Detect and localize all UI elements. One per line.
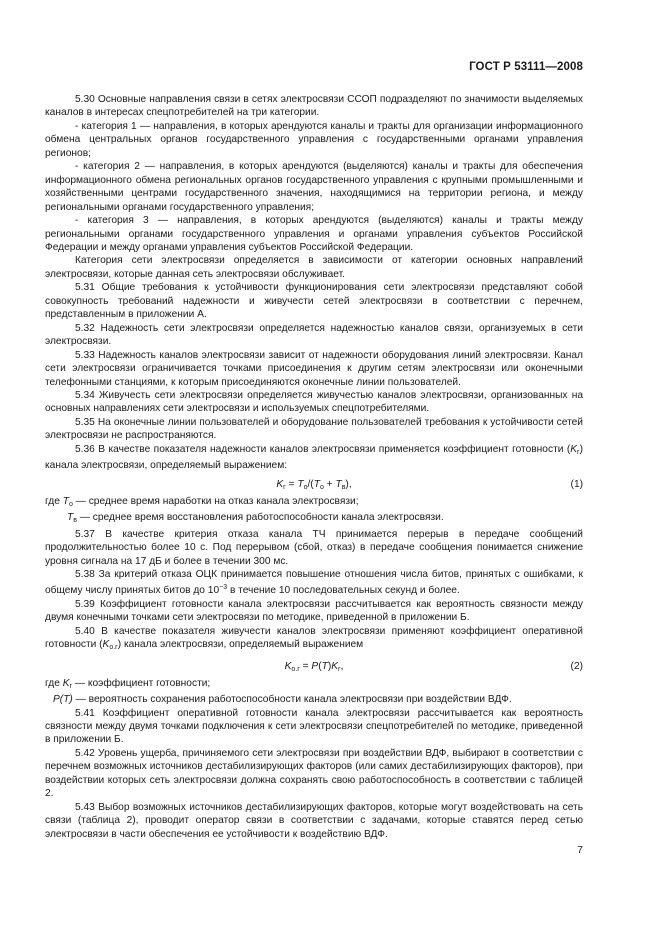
paragraph-5-31: 5.31 Общие требования к устойчивости функционирования сети электросвязи представляют собой совокупность требований надежности и живучести сетей электросвязи в соответствии с перечнем, представленным в приложении А. xyxy=(45,282,583,321)
formula-2-number: (2) xyxy=(570,660,583,672)
category-1: - категория 1 — направления, в которых арендуются каналы и тракты для организации информационного обмена центральных органов государственного управления с государственными органами управления регионов; xyxy=(45,120,583,159)
formula-1-number: (1) xyxy=(570,478,583,490)
paragraph-5-30: 5.30 Основные направления связи в сетях электросвязи ССОП подразделяют по значимости выделяемых каналов в интересах спецпотребителей на три категории. xyxy=(45,94,583,119)
paragraph-5-33: 5.33 Надежность каналов электросвязи зависит от надежности оборудования линий электросвязи. Канал сети электросвязи ограничивается точками присоединения к другим сетям электросвязи или оконечными телефонными станциями, к которым присоединяются оконечные линии пользователей. xyxy=(45,349,583,388)
formula-2 xyxy=(45,658,583,674)
paragraph-5-42: 5.42 Уровень ущерба, причиняемого сети электросвязи при воздействии ВДФ, выбирают в соответствии с перечнем возможных источников дестабилизирующих факторов (или самих дестабилизирующих факторов), при воздействии которых сеть электросвязи должна сохранять свою работоспособность в соответствии с таблицей 2. xyxy=(45,747,583,800)
paragraph-5-40: 5.40 В качестве показателя живучести каналов электросвязи применяют коэффициент оперативной готовности $(K_{о.г})$ канала электросвязи, определяемый выражением xyxy=(45,625,583,652)
category-2: - категория 2 — направления, в которых арендуются (выделяются) каналы и тракты для обеспечения информационного обмена региональных органов государственного управления с крупными промышленными и хозяйственными центрами государственного значения, находящимися на территории региона, и между региональными органами государственного управления; xyxy=(45,161,583,213)
document-body xyxy=(45,93,583,841)
page-number: 7 xyxy=(577,844,583,856)
paragraph-5-43: 5.43 Выбор возможных источников дестабилизирующих факторов, которые могут воздействовать на сеть связи (таблица 2), проводит оператор связи в соответствии с задачами, которые ставятся перед сетью электросвязи в части обеспечения ее устойчивости к воздействию ВДФ. xyxy=(45,801,583,840)
paragraph-5-37: 5.37 В качестве критерия отказа канала ТЧ принимается перерыв в передаче сообщений продолжительностью более 10 с. Под перерывом (сбой, отказ) в передаче сообщения понимается снижение уровня сигнала на 17 дБ и более в течении 300 мс. xyxy=(45,528,583,567)
paragraph-5-41: 5.41 Коэффициент оперативной готовности канала электросвязи рассчитывается как вероятность связности между двумя точками подключения к сети электросвязи спецпотребителей по методике, приведенной в приложении Б. xyxy=(45,707,583,746)
paragraph-5-35: 5.35 На оконечные линии пользователей и оборудование пользователей требования к устойчивости сетей электросвязи не распространяются. xyxy=(45,416,583,442)
paragraph-5-38: 5.38 За критерий отказа ОЦК принимается повышение отношения числа битов, принятых с ошибками, к общему числу принятых битов до $10^{-3}$ в течение 10 последовательных секунд и более. xyxy=(45,568,583,597)
formula-1-expression: $K_г = T_о/(T_о + T_в)$, xyxy=(276,478,352,491)
where-kr: где $K_г$ — коэффициент готовности; xyxy=(45,677,211,690)
paragraph-5-36: 5.36 В качестве показателя надежности каналов электросвязи применяется коэффициент готовности $(K_г)$ канала электросвязи, определяемый выражением: xyxy=(45,443,583,472)
document-header: ГОСТ Р 53111—2008 xyxy=(469,61,583,73)
paragraph-5-39: 5.39 Коэффициент готовности канала электросвязи рассчитывается как вероятность связности между двумя конечными точками сети электросвязи по методике, приведенной в приложении Б. xyxy=(45,598,583,624)
formula-1 xyxy=(45,476,583,492)
where-tv: $T_в$ — среднее время восстановления работоспособности канала электросвязи. xyxy=(67,512,444,525)
formula-2-expression: $K_{о.г} = P(T)K_г$, xyxy=(284,660,344,673)
paragraph-5-32: 5.32 Надежность сети электросвязи определяется надежностью каналов связи, организуемых в сети электросвязи. xyxy=(45,322,583,348)
where-to: где $T_о$ — среднее время наработки на отказ канала электросвязи; xyxy=(45,495,359,508)
category-3: - категория 3 — направления, в которых арендуются (выделяются) каналы и тракты между региональными органами государственного управления и органами управления субъектов Российской Федерации и между органами управления субъектов Российской Федерации. xyxy=(45,215,583,253)
where-pt: P(T) — вероятность сохранения работоспособности канала электросвязи при воздействии ВДФ. xyxy=(53,694,512,706)
category-definition: Категория сети электросвязи определяется в зависимости от категории основных направлений электросвязи, которые данная сеть электросвязи обслуживает. xyxy=(45,255,583,280)
paragraph-5-34: 5.34 Живучесть сети электросвязи определяется живучестью каналов электросвязи, организованных на основных направлениях сети электросвязи и используемых спецпотребителями. xyxy=(45,389,583,415)
